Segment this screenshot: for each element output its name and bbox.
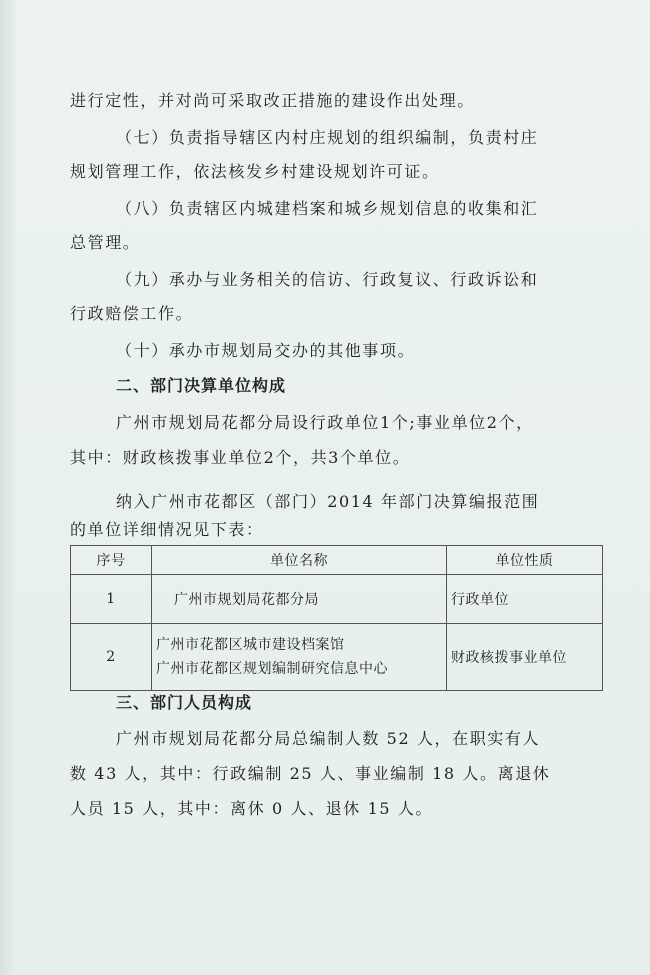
table-row (71, 624, 603, 691)
table-header-row (71, 546, 603, 575)
table-cell-type: 财政核拨事业单位 (447, 624, 603, 691)
unit-table (70, 545, 603, 691)
document-page: 进行定性，并对尚可采取改正措施的建设作出处理。 （七）负责指导辖区内村庄规划的组织编制，负责村庄 规划管理工作，依法核发乡村建设规划许可证。 （八）负责辖区内城建档案和城乡规划信息的收集和汇 总管理。 （九）承办与业务相关的信访、行政复议、行政诉讼和 行政赔偿工作。 （十）承办市规划局交办的其他事项。 二、部门决算单位构成 广州市规划局花都分局设行政单位1个;事业单位2个， 其中：财政核拨事业单位2个，共3个单位。 纳入广州市花都区（部门）2014 年部门决算编报范围 的单位详细情况见下表： 序号 单位名称 单位性质 1 广州市规划局花都分局 行政单位 2 广州市花都区城市建设档案馆 广州市花都区规划编制研究信息中心 财政核拨事业单位 三、部门人员构成 广州市规划局花都分局总编制人数 52 人，在职实有人 数 43 人，其中：行政编制 25 人、事业编制 18 人。离退休 人员 15 人，其中：离休 0 人、退休 15 人。 (0, 0, 650, 975)
table-cell-no: 2 (71, 624, 152, 691)
table-row (71, 575, 603, 624)
table-cell-no: 1 (71, 575, 152, 624)
table-header-cell: 序号 (71, 546, 152, 575)
table-cell-name (152, 624, 447, 691)
table-header-cell: 单位名称 (152, 546, 447, 575)
scan-edge-shadow (0, 0, 16, 975)
unit-name-line: 广州市花都区城市建设档案馆 (156, 637, 345, 653)
unit-name-line: 广州市花都区规划编制研究信息中心 (156, 661, 388, 677)
table-cell-type: 行政单位 (447, 575, 603, 624)
table-header-cell: 单位性质 (447, 546, 603, 575)
table-cell-name: 广州市规划局花都分局 (152, 575, 447, 624)
